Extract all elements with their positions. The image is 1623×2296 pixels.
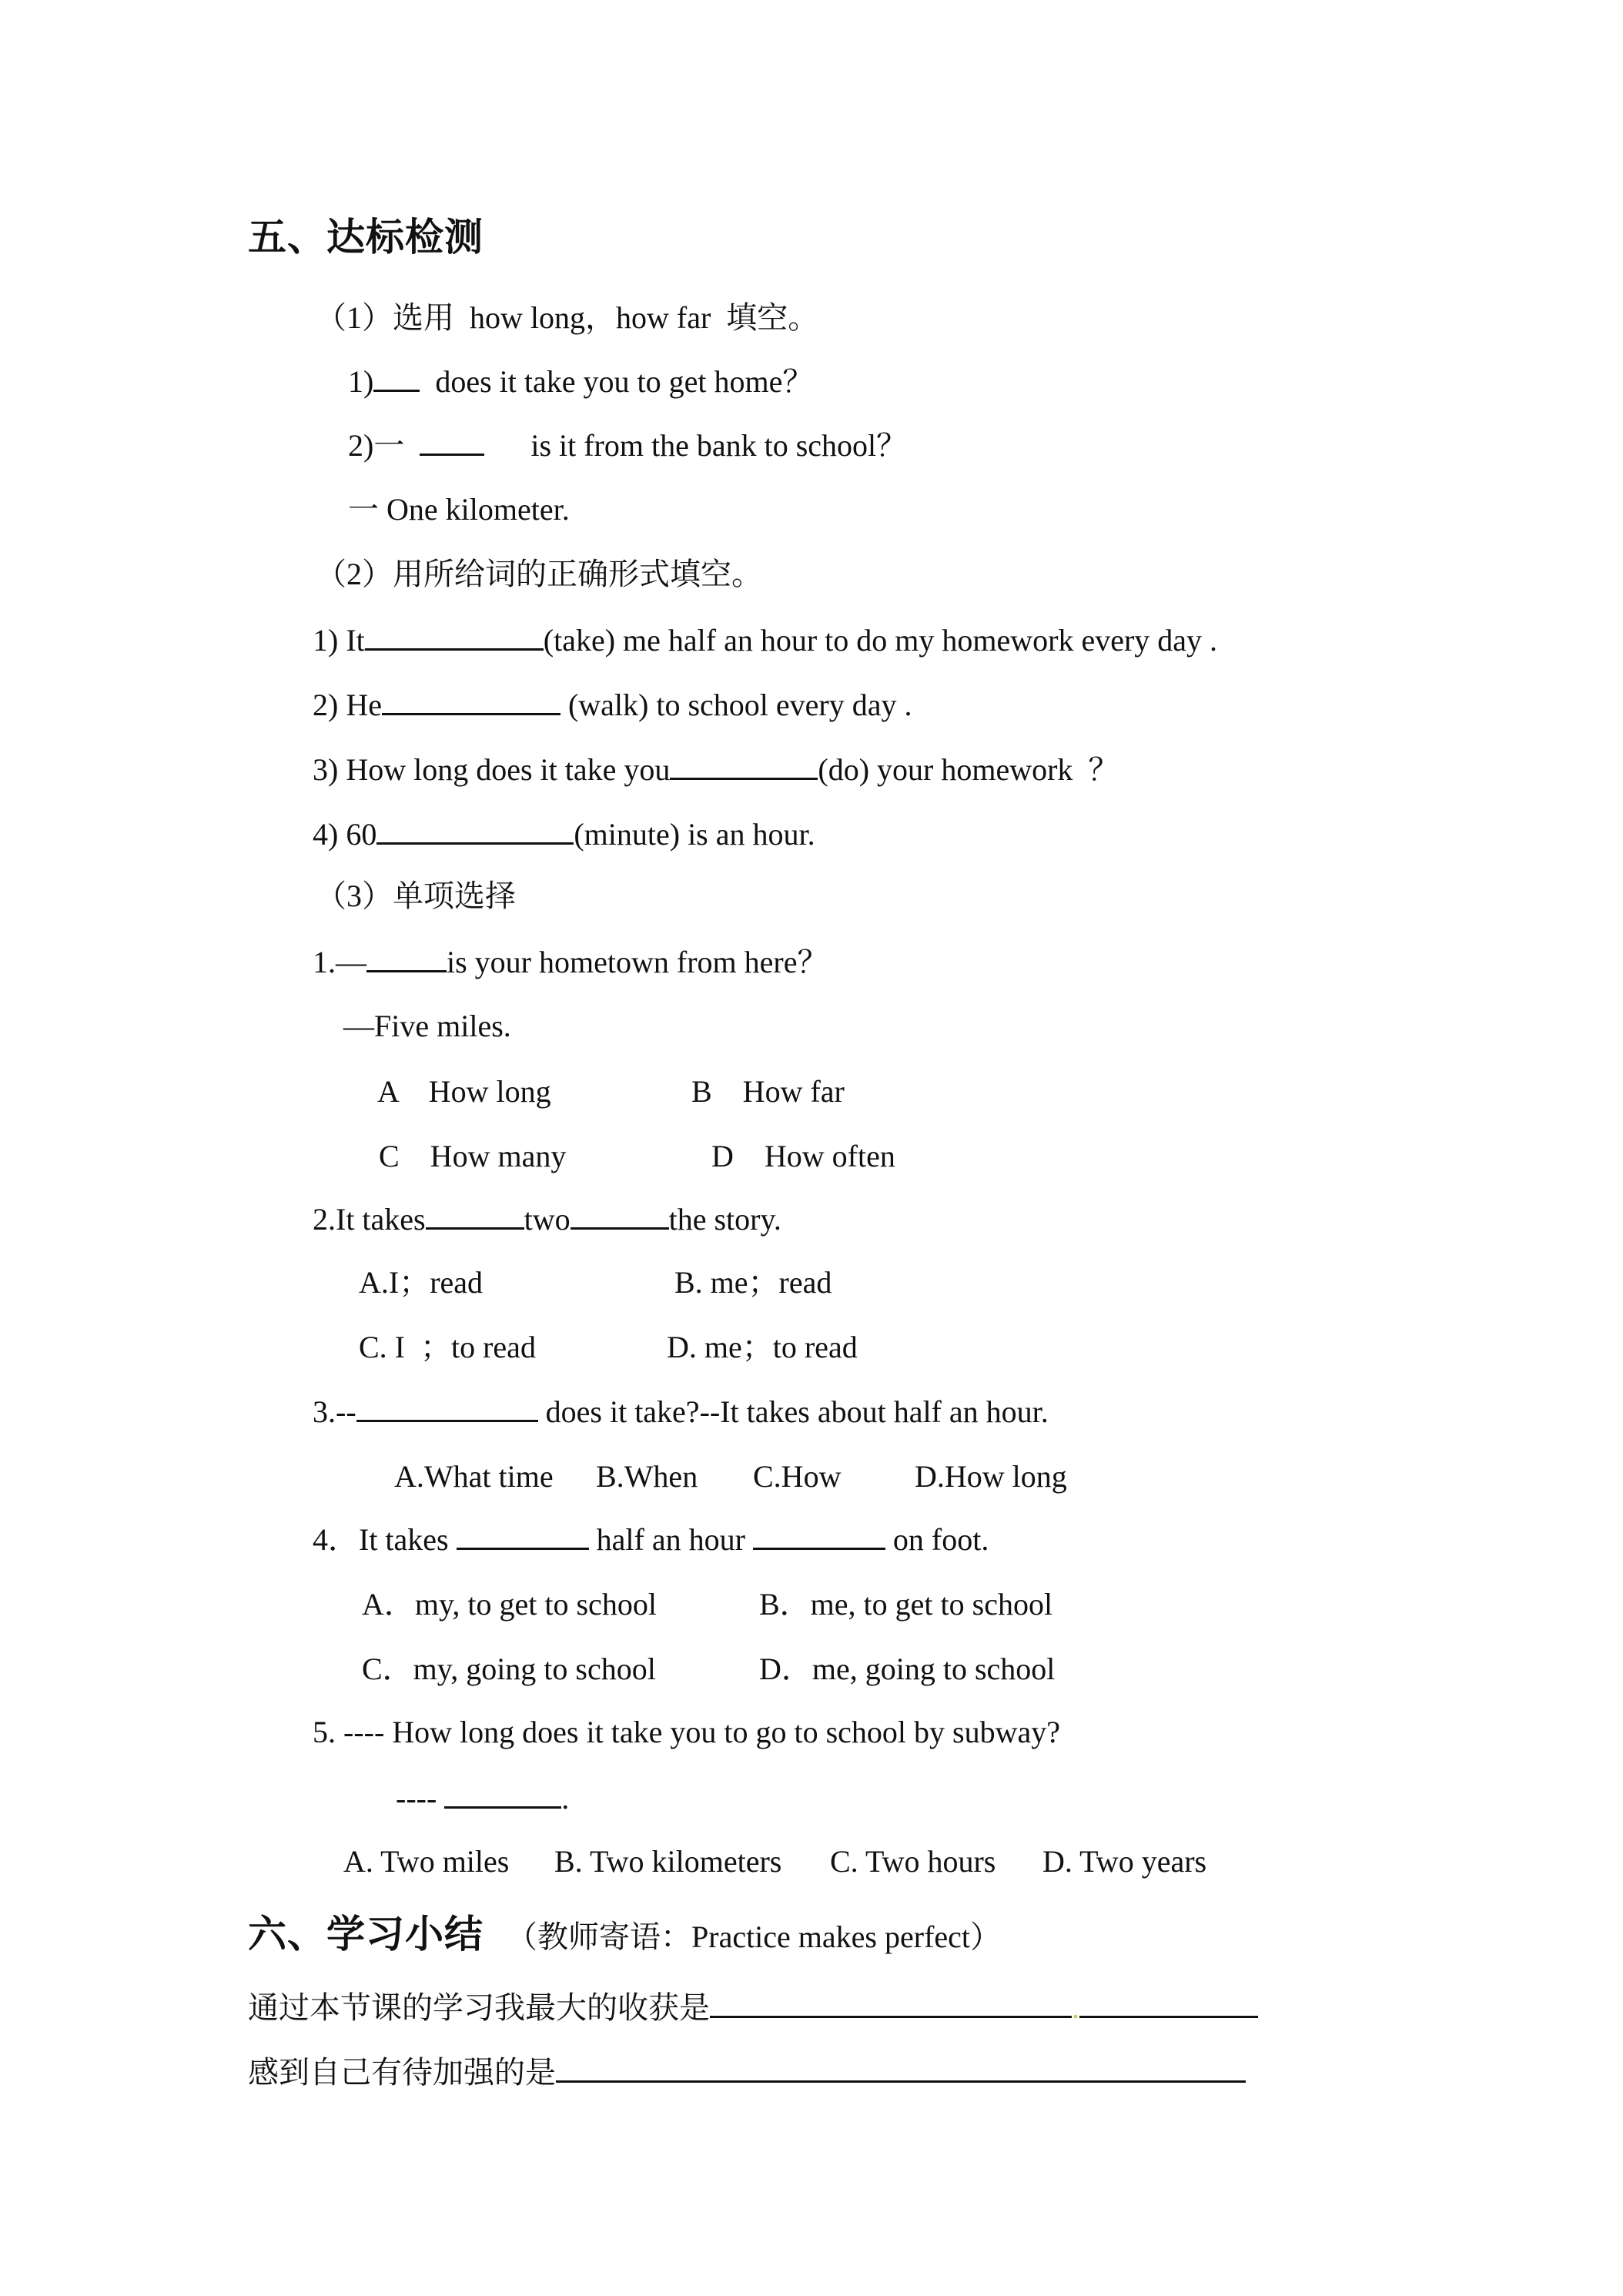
summary-line-1 — [248, 1986, 1258, 2030]
part3-question-1 — [313, 941, 828, 984]
answer-blank[interactable] — [556, 2054, 1246, 2083]
question-suffix: does it take?--It takes about half an hour. — [537, 1394, 1049, 1429]
option-d[interactable]: D.How long — [915, 1459, 1067, 1494]
part1-question-2 — [348, 424, 907, 467]
option-d[interactable]: D How often — [711, 1139, 895, 1173]
answer-blank[interactable] — [373, 363, 420, 392]
answer-suffix: . — [561, 1781, 570, 1816]
option-a[interactable]: A．my, to get to school — [362, 1587, 657, 1622]
answer-blank[interactable] — [457, 1521, 589, 1550]
question-suffix: (minute) is an hour. — [574, 817, 815, 852]
part2-question-4 — [313, 813, 815, 856]
question-suffix: is your hometown from here？ — [447, 945, 828, 979]
answer-blank[interactable] — [420, 427, 484, 456]
part1-instruction: （1）选用 how long，how far 填空。 — [316, 300, 819, 335]
answer-blank[interactable] — [376, 816, 574, 845]
option-b[interactable]: B．me, to get to school — [759, 1587, 1053, 1622]
question-prefix: 4．It takes — [313, 1522, 457, 1557]
option-c[interactable]: C. I ；to read — [359, 1330, 536, 1364]
question-text: does it take you to get home？ — [435, 364, 814, 399]
option-c[interactable]: C How many — [379, 1139, 567, 1173]
option-a[interactable]: A How long — [377, 1074, 551, 1109]
option-b[interactable]: B. me；read — [674, 1265, 832, 1300]
part3-question-2 — [313, 1198, 781, 1241]
option-a[interactable]: A.What time — [394, 1459, 554, 1494]
option-d[interactable]: D. me；to read — [667, 1330, 858, 1364]
part2-question-2 — [313, 684, 912, 727]
option-d[interactable]: D．me, going to school — [759, 1652, 1056, 1686]
question-number: 1) — [348, 364, 374, 399]
question-prefix: 4) 60 — [313, 817, 377, 852]
answer-blank[interactable] — [710, 1990, 1072, 2018]
part3-question-4 — [313, 1518, 989, 1561]
answer-blank[interactable] — [426, 1201, 524, 1230]
question-suffix: (take) me half an hour to do my homework every day . — [543, 623, 1218, 658]
question-prefix: 3) How long does it take you — [313, 752, 671, 787]
option-c[interactable]: C.How — [753, 1459, 842, 1494]
answer-blank[interactable] — [753, 1521, 885, 1550]
part3-question-3 — [313, 1391, 1049, 1434]
answer-blank[interactable] — [1079, 1990, 1258, 2018]
summary-prompt: 通过本节课的学习我最大的收获是 — [248, 1990, 710, 2025]
option-b[interactable]: B How far — [691, 1074, 845, 1109]
option-c[interactable]: C. Two hours — [830, 1844, 996, 1879]
summary-line-2 — [248, 2051, 1246, 2094]
question-suffix: (do) your homework ？ — [818, 752, 1119, 787]
part2-question-3 — [313, 748, 1119, 792]
answer-blank[interactable] — [571, 1201, 669, 1230]
part1-question-1 — [348, 360, 813, 403]
question-prefix: 2) He — [313, 688, 382, 722]
part2-question-1 — [313, 619, 1217, 662]
question-number: 2)一 — [348, 428, 405, 463]
option-c[interactable]: C．my, going to school — [362, 1652, 656, 1686]
question-middle: half an hour — [588, 1522, 753, 1557]
section6-title: 六、学习小结 — [248, 1912, 484, 1956]
part1-answer-2: 一 One kilometer. — [348, 492, 570, 527]
question-suffix: the story. — [668, 1202, 781, 1237]
answer-blank[interactable] — [366, 944, 447, 972]
question-suffix: on foot. — [885, 1522, 989, 1557]
part3-question-5: 5. ---- How long does it take you to go to school by subway? — [313, 1715, 1060, 1749]
part2-instruction: （2）用所给词的正确形式填空。 — [316, 557, 762, 591]
section5-title: 五、达标检测 — [248, 215, 484, 259]
question-prefix: 1.— — [313, 945, 366, 979]
question-prefix: 1) It — [313, 623, 365, 658]
answer-blank[interactable] — [356, 1394, 538, 1422]
answer-prefix: ---- — [396, 1781, 445, 1816]
answer-blank[interactable] — [365, 622, 544, 651]
option-a[interactable]: A. Two miles — [343, 1844, 510, 1879]
answer-blank[interactable] — [670, 751, 818, 780]
question-prefix: 3.-- — [313, 1394, 356, 1429]
part3-question-1-answer: —Five miles. — [343, 1009, 511, 1043]
question-suffix: (walk) to school every day . — [560, 688, 912, 722]
answer-blank[interactable] — [444, 1780, 561, 1809]
question-text: is it from the bank to school？ — [530, 428, 908, 463]
option-d[interactable]: D. Two years — [1042, 1844, 1207, 1879]
part3-question-5-answer — [396, 1777, 569, 1820]
question-prefix: 2.It takes — [313, 1202, 426, 1237]
option-b[interactable]: B. Two kilometers — [554, 1844, 782, 1879]
section6-note: （教师寄语：Practice makes perfect） — [507, 1919, 1002, 1954]
section6-heading — [248, 1913, 1001, 1959]
stray-mark: . — [1072, 1990, 1079, 2025]
answer-blank[interactable] — [382, 687, 561, 715]
part3-instruction: （3）单项选择 — [316, 879, 516, 913]
option-b[interactable]: B.When — [596, 1459, 698, 1494]
summary-prompt: 感到自己有待加强的是 — [248, 2055, 556, 2090]
question-middle: two — [524, 1202, 571, 1237]
option-a[interactable]: A.I；read — [359, 1265, 484, 1300]
